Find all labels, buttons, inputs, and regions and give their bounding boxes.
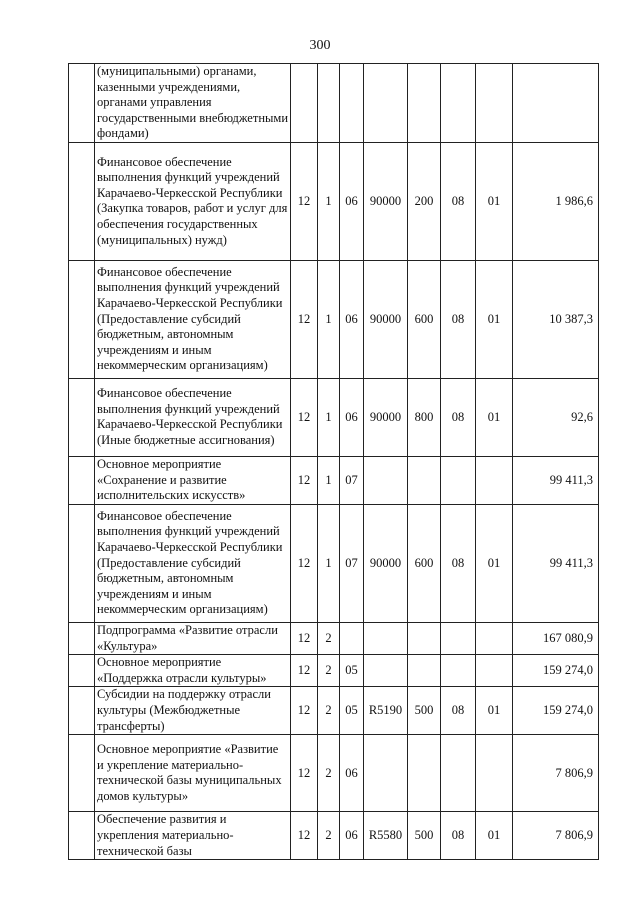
item-name: Основное мероприятие «Развитие и укрепление материально-технической базы муниципальных домов культуры» bbox=[95, 735, 291, 812]
code-cell: 1 bbox=[318, 378, 340, 456]
code-cell bbox=[340, 64, 364, 143]
code-cell: 08 bbox=[441, 812, 476, 860]
code-cell: 600 bbox=[408, 260, 441, 378]
code-cell bbox=[408, 655, 441, 687]
code-cell bbox=[476, 456, 513, 504]
code-cell: 07 bbox=[340, 456, 364, 504]
table-row bbox=[69, 456, 599, 504]
code-cell: 1 bbox=[318, 260, 340, 378]
code-cell: 07 bbox=[340, 504, 364, 622]
code-cell bbox=[408, 735, 441, 812]
code-cell: 1 bbox=[318, 142, 340, 260]
index-cell bbox=[69, 504, 95, 622]
code-cell: 1 bbox=[318, 504, 340, 622]
code-cell: 06 bbox=[340, 142, 364, 260]
index-cell bbox=[69, 64, 95, 143]
index-cell bbox=[69, 655, 95, 687]
code-cell: 90000 bbox=[364, 142, 408, 260]
code-cell: 500 bbox=[408, 812, 441, 860]
index-cell bbox=[69, 622, 95, 654]
code-cell: 06 bbox=[340, 378, 364, 456]
code-cell bbox=[441, 655, 476, 687]
item-name: Обеспечение развития и укрепления материально-технической базы bbox=[95, 812, 291, 860]
code-cell: 90000 bbox=[364, 260, 408, 378]
code-cell bbox=[476, 655, 513, 687]
table-row bbox=[69, 622, 599, 654]
item-name: (муниципальными) органами, казенными учреждениями, органами управления государственными внебюджетными фондами) bbox=[95, 64, 291, 143]
amount-cell: 7 806,9 bbox=[513, 812, 599, 860]
code-cell: R5580 bbox=[364, 812, 408, 860]
code-cell: 01 bbox=[476, 378, 513, 456]
code-cell bbox=[364, 456, 408, 504]
amount-cell: 99 411,3 bbox=[513, 504, 599, 622]
code-cell bbox=[340, 622, 364, 654]
amount-cell: 92,6 bbox=[513, 378, 599, 456]
code-cell: 06 bbox=[340, 735, 364, 812]
code-cell bbox=[476, 622, 513, 654]
amount-cell: 99 411,3 bbox=[513, 456, 599, 504]
code-cell: 08 bbox=[441, 687, 476, 735]
table-row bbox=[69, 655, 599, 687]
index-cell bbox=[69, 735, 95, 812]
code-cell bbox=[291, 64, 318, 143]
amount-cell: 7 806,9 bbox=[513, 735, 599, 812]
code-cell bbox=[476, 735, 513, 812]
code-cell: 05 bbox=[340, 655, 364, 687]
code-cell bbox=[408, 456, 441, 504]
code-cell: 12 bbox=[291, 142, 318, 260]
budget-table bbox=[68, 63, 599, 860]
index-cell bbox=[69, 378, 95, 456]
code-cell: 08 bbox=[441, 378, 476, 456]
code-cell: 2 bbox=[318, 812, 340, 860]
code-cell: 12 bbox=[291, 622, 318, 654]
item-name: Субсидии на поддержку отрасли культуры (Межбюджетные трансферты) bbox=[95, 687, 291, 735]
code-cell bbox=[364, 735, 408, 812]
code-cell bbox=[476, 64, 513, 143]
code-cell bbox=[408, 622, 441, 654]
code-cell bbox=[441, 456, 476, 504]
code-cell: 12 bbox=[291, 812, 318, 860]
code-cell bbox=[441, 622, 476, 654]
table-row bbox=[69, 687, 599, 735]
amount-cell: 167 080,9 bbox=[513, 622, 599, 654]
code-cell: 600 bbox=[408, 504, 441, 622]
code-cell: 90000 bbox=[364, 504, 408, 622]
amount-cell: 1 986,6 bbox=[513, 142, 599, 260]
code-cell: 12 bbox=[291, 735, 318, 812]
code-cell bbox=[441, 735, 476, 812]
code-cell: R5190 bbox=[364, 687, 408, 735]
code-cell: 500 bbox=[408, 687, 441, 735]
table-row bbox=[69, 378, 599, 456]
code-cell: 90000 bbox=[364, 378, 408, 456]
table-body bbox=[69, 64, 599, 860]
index-cell bbox=[69, 456, 95, 504]
table-row bbox=[69, 142, 599, 260]
amount-cell: 159 274,0 bbox=[513, 655, 599, 687]
code-cell: 12 bbox=[291, 456, 318, 504]
item-name: Основное мероприятие «Поддержка отрасли культуры» bbox=[95, 655, 291, 687]
code-cell: 05 bbox=[340, 687, 364, 735]
table-row bbox=[69, 64, 599, 143]
code-cell: 12 bbox=[291, 504, 318, 622]
code-cell: 200 bbox=[408, 142, 441, 260]
item-name: Финансовое обеспечение выполнения функций учреждений Карачаево-Черкесской Республики (Предоставление субсидий бюджетным, автономным учреждениям и иным некоммерческим организациям) bbox=[95, 504, 291, 622]
code-cell: 12 bbox=[291, 687, 318, 735]
index-cell bbox=[69, 687, 95, 735]
code-cell bbox=[364, 655, 408, 687]
amount-cell bbox=[513, 64, 599, 143]
page-number: 300 bbox=[309, 38, 331, 53]
code-cell: 01 bbox=[476, 260, 513, 378]
code-cell: 01 bbox=[476, 812, 513, 860]
code-cell: 01 bbox=[476, 687, 513, 735]
code-cell bbox=[441, 64, 476, 143]
table-row bbox=[69, 260, 599, 378]
table-row bbox=[69, 504, 599, 622]
code-cell: 08 bbox=[441, 260, 476, 378]
code-cell: 2 bbox=[318, 655, 340, 687]
index-cell bbox=[69, 142, 95, 260]
code-cell: 800 bbox=[408, 378, 441, 456]
item-name: Финансовое обеспечение выполнения функций учреждений Карачаево-Черкесской Республики (Иные бюджетные ассигнования) bbox=[95, 378, 291, 456]
code-cell bbox=[364, 622, 408, 654]
amount-cell: 10 387,3 bbox=[513, 260, 599, 378]
item-name: Финансовое обеспечение выполнения функций учреждений Карачаево-Черкесской Республики (Закупка товаров, работ и услуг для обеспечения государственных (муниципальных) нужд) bbox=[95, 142, 291, 260]
code-cell: 06 bbox=[340, 812, 364, 860]
code-cell bbox=[318, 64, 340, 143]
code-cell: 2 bbox=[318, 735, 340, 812]
item-name: Подпрограмма «Развитие отрасли «Культура» bbox=[95, 622, 291, 654]
code-cell: 12 bbox=[291, 655, 318, 687]
code-cell: 01 bbox=[476, 504, 513, 622]
item-name: Основное мероприятие «Сохранение и развитие исполнительских искусств» bbox=[95, 456, 291, 504]
index-cell bbox=[69, 260, 95, 378]
code-cell: 08 bbox=[441, 142, 476, 260]
code-cell: 06 bbox=[340, 260, 364, 378]
table-row bbox=[69, 812, 599, 860]
code-cell: 2 bbox=[318, 687, 340, 735]
code-cell: 2 bbox=[318, 622, 340, 654]
index-cell bbox=[69, 812, 95, 860]
code-cell bbox=[408, 64, 441, 143]
amount-cell: 159 274,0 bbox=[513, 687, 599, 735]
code-cell: 12 bbox=[291, 260, 318, 378]
table-row bbox=[69, 735, 599, 812]
code-cell: 01 bbox=[476, 142, 513, 260]
code-cell: 1 bbox=[318, 456, 340, 504]
code-cell bbox=[364, 64, 408, 143]
item-name: Финансовое обеспечение выполнения функций учреждений Карачаево-Черкесской Республики (Предоставление субсидий бюджетным, автономным учреждениям и иным некоммерческим организациям) bbox=[95, 260, 291, 378]
code-cell: 08 bbox=[441, 504, 476, 622]
code-cell: 12 bbox=[291, 378, 318, 456]
